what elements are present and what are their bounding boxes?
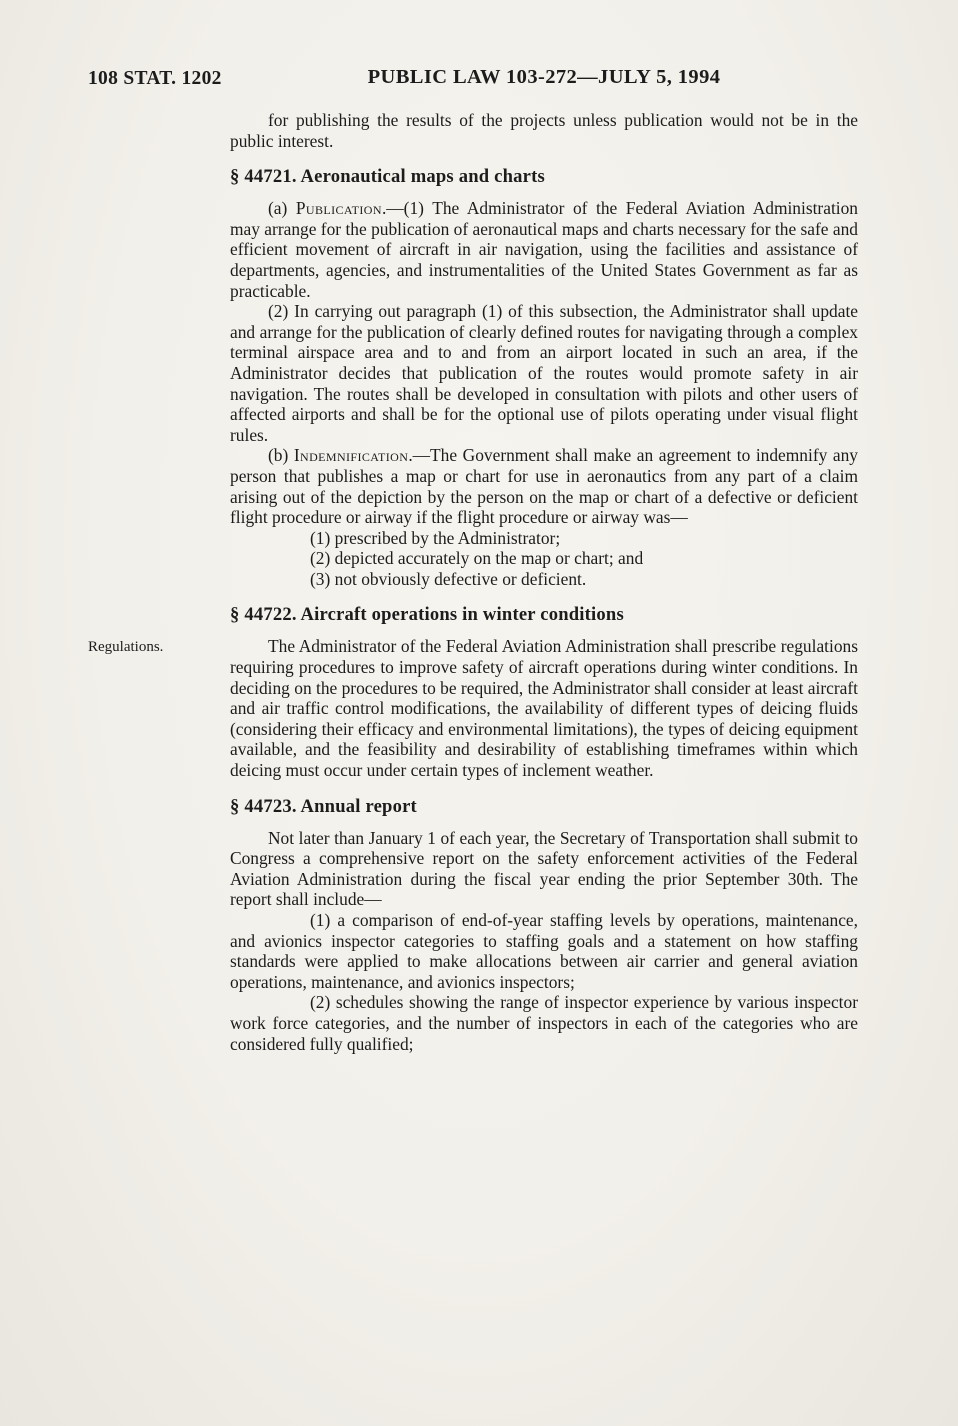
text-run: § 44723. Annual report — [230, 795, 417, 817]
paragraph — [230, 445, 858, 527]
stat-page-number: 108 STAT. 1202 — [88, 68, 222, 89]
paragraph — [88, 636, 858, 781]
text-run: (1) prescribed by the Administrator; — [310, 527, 561, 548]
text-run: (2) In carrying out paragraph (1) of this subsection, the Administrator shall update and arrange for the publication of clearly defined routes for navigating through a complex terminal airspace area and to and from an airport located in such an area, if the Administrator decides that publication of the routes would promote safety in air navigation. The routes shall be developed in consultation with pilots and other users of affected airports and shall be for the optional use of pilots operating under visual flight rules. — [230, 301, 858, 445]
margin-note: Regulations. — [88, 639, 164, 656]
section-heading — [230, 796, 858, 818]
smallcaps-term: Publication — [295, 198, 382, 219]
text-run: (2) depicted accurately on the map or chart; and — [310, 548, 644, 569]
law-header-title: PUBLIC LAW 103-272—JULY 5, 1994 — [367, 66, 721, 88]
text-run: Not later than January 1 of each year, the Secretary of Transportation shall submit to Congress a comprehensive report on the safety enforcement activities of the Federal Aviation Administration during the fiscal year ending the prior September 30th. The report shall include— — [230, 827, 858, 910]
clause-item — [310, 548, 858, 569]
text-run: .—The Government shall make an agreement to indemnify any person that publishes a map or chart for use in aeronautics from any part of a claim arising out of the depiction by the person on the map or chart of a defective or deficient flight procedure or airway if the flight procedure or airway was— — [230, 445, 858, 528]
subparagraph — [230, 910, 858, 992]
text-run: § 44721. Aeronautical maps and charts — [230, 166, 545, 188]
smallcaps-term: Indemnification — [293, 445, 409, 466]
text-run: (1) a comparison of end-of-year staffing levels by operations, maintenance, and avionics inspector categories to staffing goals and a statement on how staffing standards were applied to make allocations between air carrier and general aviation operations, maintenance, and avionics inspectors; — [230, 910, 858, 992]
section-heading — [230, 604, 858, 626]
paragraph — [230, 301, 858, 445]
paragraph — [230, 828, 858, 910]
continuation-paragraph — [230, 110, 858, 151]
section-heading — [230, 166, 858, 188]
subparagraph — [230, 992, 858, 1054]
paragraph — [230, 198, 858, 301]
text-run: .—(1) The Administrator of the Federal Aviation Administration may arrange for the publication of aeronautical maps and charts necessary for the safe and efficient movement of aircraft in air navigation, using the facilities and assistance of departments, agencies, and instrumentalities of the United States Government as far as practicable. — [230, 198, 858, 301]
text-run: The Administrator of the Federal Aviation Administration shall prescribe regulations requiring procedures to improve safety of aircraft operations during winter conditions. In deciding on the procedures to be required, the Administrator shall consider at least aircraft and air traffic control modifications, the availability of different types of deicing fluids (considering their efficacy and environmental limitations), the types of deicing equipment available, and the feasibility and desirability of establishing timeframes within which deicing must occur under certain types of inclement weather. — [230, 636, 858, 781]
text-run: for publishing the results of the projects unless publication would not be in the public interest. — [230, 110, 858, 151]
clause-item — [310, 569, 858, 590]
text-run: (a) — [268, 198, 296, 219]
text-run: (3) not obviously defective or deficient. — [310, 568, 587, 589]
text-run: (2) schedules showing the range of inspector experience by various inspector work force categories, and the number of inspectors in each of the categories who are considered fully qualified; — [230, 992, 858, 1054]
text-run: (b) — [268, 445, 294, 466]
statute-text-column — [88, 110, 858, 1054]
clause-item — [310, 528, 858, 549]
text-run: § 44722. Aircraft operations in winter conditions — [230, 604, 624, 626]
